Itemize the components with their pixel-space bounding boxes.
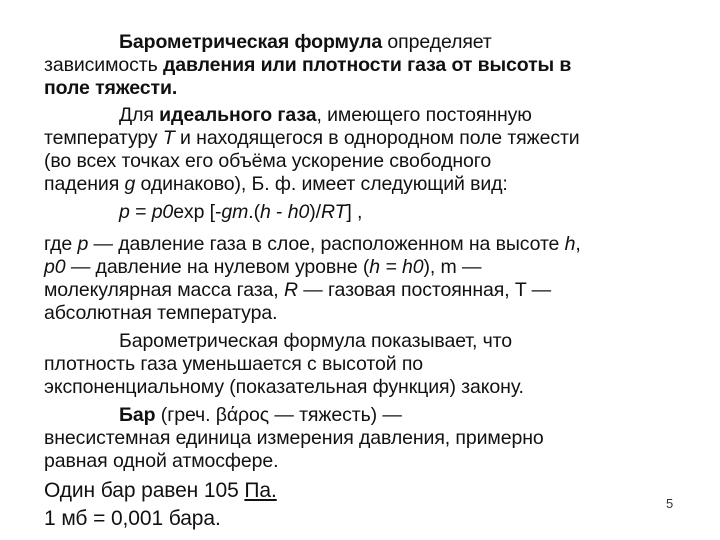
formula-part: p0: [151, 201, 174, 223]
p6-line-1: [44, 480, 277, 502]
p2-line-2: [44, 127, 580, 149]
text: определяет: [382, 31, 492, 53]
p5-line-1: [119, 404, 402, 426]
term-barometric-formula: Барометрическая формула: [119, 31, 383, 53]
p1-line-1: [119, 31, 492, 53]
symbol-h: h: [564, 233, 576, 255]
p5-line-2: внесистемная единица измерения давления, примерно: [44, 427, 544, 449]
formula-part: )/: [309, 201, 321, 223]
p3-line-4: абсолютная температура.: [44, 302, 278, 324]
formula-part: .(: [248, 201, 260, 223]
text: Один бар равен 105: [44, 479, 245, 502]
p3-line-1: [44, 233, 581, 255]
p2-line-1: [119, 104, 532, 126]
text: — давление на нулевом уровне (: [65, 256, 370, 278]
formula-part: ] ,: [346, 201, 363, 223]
formula-part: h0: [287, 201, 310, 223]
term-ideal-gas: идеального газа: [159, 104, 317, 126]
p6-line-2: 1 мб = 0,001 бара.: [44, 507, 221, 530]
formula: [119, 201, 362, 223]
formula-part: h: [259, 201, 271, 223]
text: Для: [119, 104, 160, 126]
emphasis: давления или плотности газа от высоты в: [163, 54, 572, 76]
p3-line-2: [44, 256, 481, 278]
p1-line-2: [44, 54, 571, 76]
symbol-T: T: [162, 127, 175, 149]
page-number: 5: [666, 496, 674, 511]
p4-line-3: экспоненциальному (показательная функция) закону.: [44, 376, 524, 398]
p3-line-3: [44, 279, 551, 301]
text: и находящегося в однородном поле тяжести: [174, 127, 580, 149]
formula-part: exp [-: [173, 201, 222, 223]
formula-part: RT: [320, 201, 347, 223]
p4-line-2: плотность газа уменьшается с высотой по: [44, 353, 424, 375]
text: зависимость: [44, 54, 163, 76]
symbol-g: g: [124, 173, 136, 195]
text: молекулярная масса газа,: [44, 279, 284, 301]
text: где: [44, 233, 78, 255]
pascal-link[interactable]: Па.: [244, 479, 277, 502]
text: (греч. βάρος — тяжесть) —: [155, 404, 402, 426]
text: — давление газа в слое, расположенном на высоте: [88, 233, 565, 255]
p4-line-1: Барометрическая формула показывает, что: [119, 330, 513, 352]
text: падения: [44, 173, 125, 195]
p5-line-3: равная одной атмосфере.: [44, 450, 279, 472]
formula-part: =: [129, 201, 152, 223]
symbol-p0: p0: [44, 256, 66, 278]
formula-part: p: [119, 201, 130, 223]
text: одинаково), Б. ф. имеет следующий вид:: [135, 173, 508, 195]
symbol-p: p: [77, 233, 89, 255]
formula-part: gm: [221, 201, 249, 223]
text: ,: [575, 233, 581, 255]
symbol-R: R: [283, 279, 298, 301]
p2-line-4: [44, 173, 508, 195]
term-bar: Бар: [119, 404, 156, 426]
p2-line-3: (во всех точках его объёма ускорение свободного: [44, 150, 492, 172]
text: температуру: [44, 127, 163, 149]
text: ), m —: [423, 256, 482, 278]
p1-line-3: поле тяжести.: [44, 77, 178, 99]
symbol-h-eq-h0: h = h0: [369, 256, 424, 278]
formula-part: -: [270, 201, 288, 223]
text: , имеющего постоянную: [316, 104, 532, 126]
text: — газовая постоянная, T —: [297, 279, 552, 301]
